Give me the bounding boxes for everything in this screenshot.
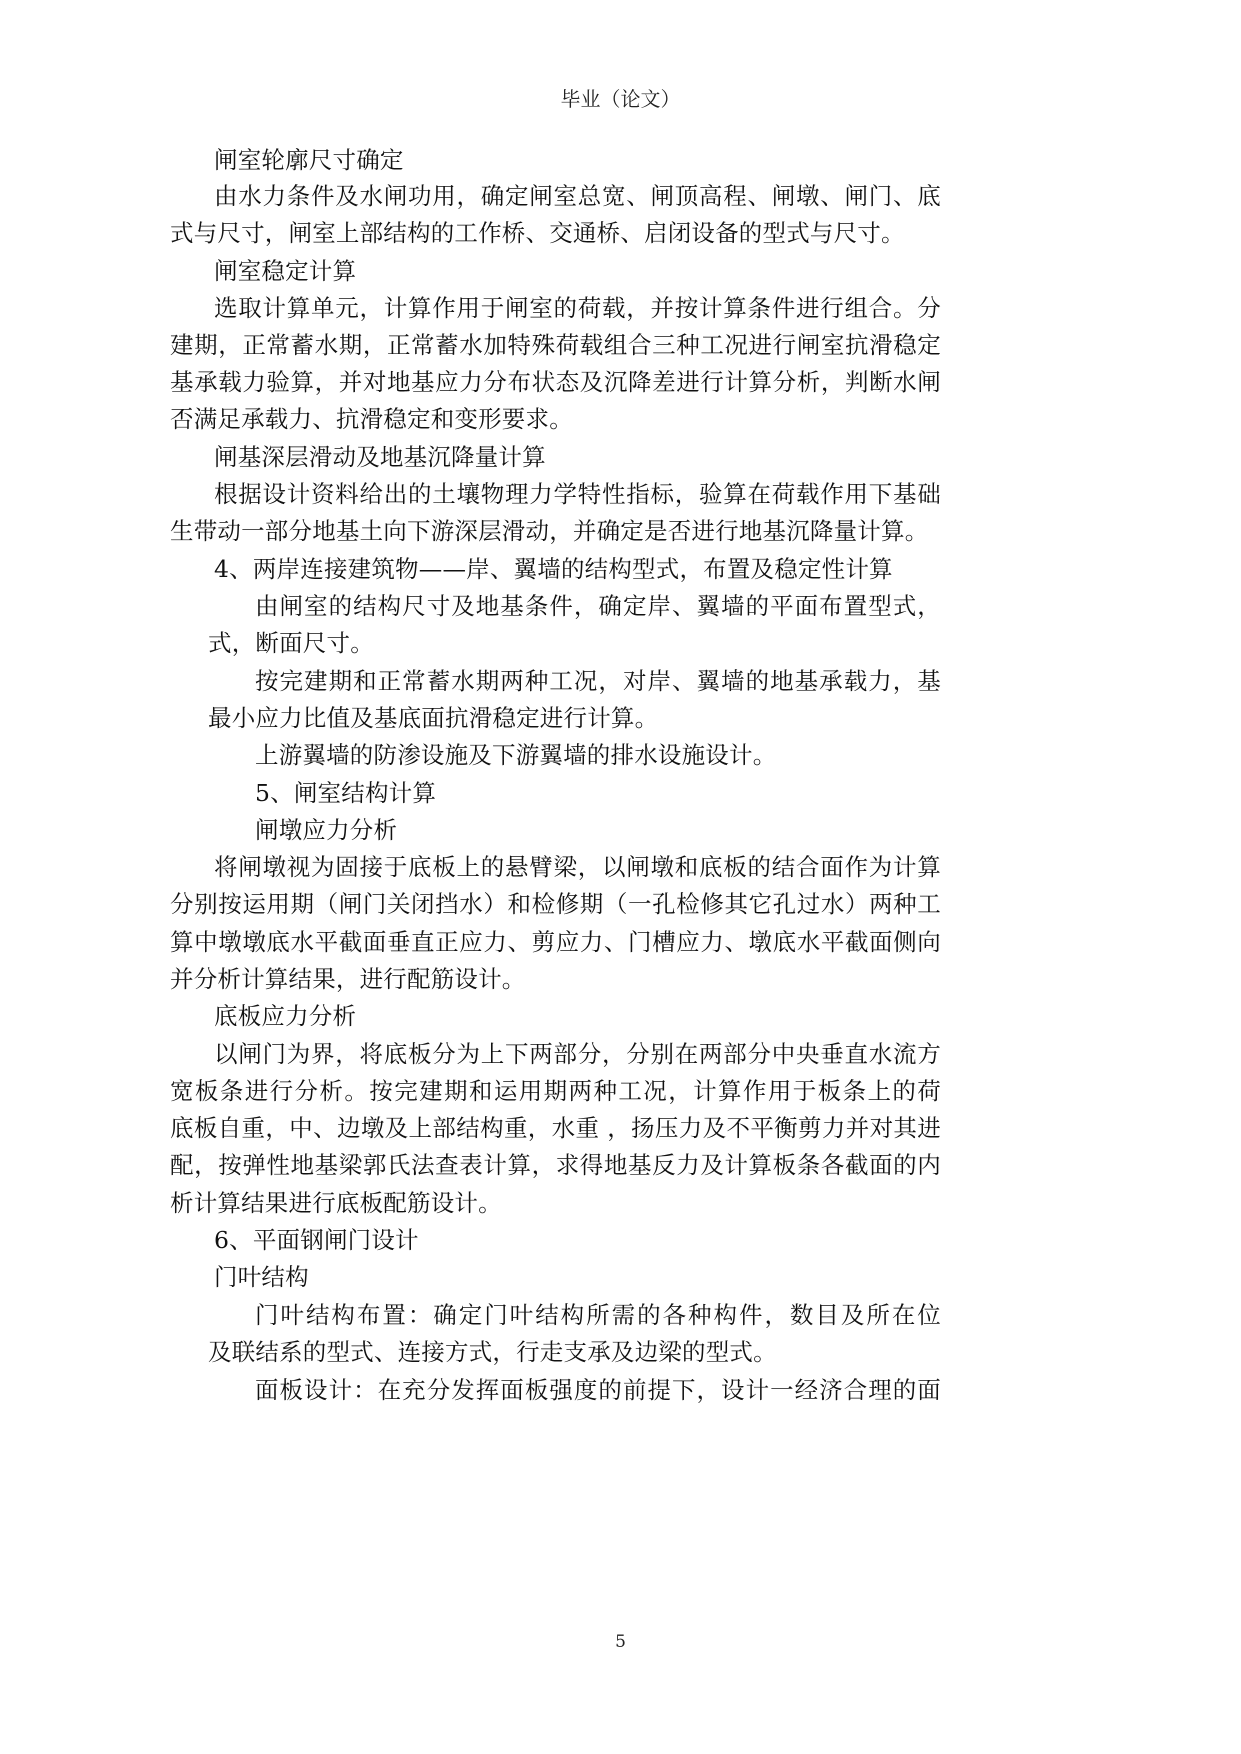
text-line: 最小应力比值及基底面抗滑稳定进行计算。	[208, 704, 659, 732]
text-line: 底板应力分析	[214, 1002, 357, 1030]
text-line: 4、两岸连接建筑物——岸、翼墙的结构型式，布置及稳定性计算	[214, 555, 893, 583]
text-line: 及联结系的型式、连接方式，行走支承及边梁的型式。	[208, 1338, 777, 1366]
text-line: 式与尺寸，闸室上部结构的工作桥、交通桥、启闭设备的型式与尺寸。	[170, 219, 905, 247]
text-line: 闸室轮廓尺寸确定	[214, 146, 404, 174]
text-line: 闸墩应力分析	[255, 816, 398, 844]
text-line: 门叶结构	[214, 1263, 309, 1291]
text-line: 根据设计资料给出的土壤物理力学特性指标，验算在荷载作用下基础	[214, 480, 941, 508]
text-line: 否满足承载力、抗滑稳定和变形要求。	[170, 405, 573, 433]
text-line: 5、闸室结构计算	[255, 779, 437, 807]
text-line: 分别按运用期（闸门关闭挡水）和检修期（一孔检修其它孔过水）两种工	[170, 890, 941, 918]
text-line: 基承载力验算，并对地基应力分布状态及沉降差进行计算分析，判断水闸	[170, 368, 941, 396]
text-line: 将闸墩视为固接于底板上的悬臂梁，以闸墩和底板的结合面作为计算	[214, 853, 941, 881]
text-line: 由水力条件及水闸功用，确定闸室总宽、闸顶高程、闸墩、闸门、底	[214, 182, 941, 210]
text-line: 并分析计算结果，进行配筋设计。	[170, 965, 526, 993]
text-line: 门叶结构布置：确定门叶结构所需的各种构件，数目及所在位	[255, 1301, 941, 1329]
text-line: 以闸门为界，将底板分为上下两部分，分别在两部分中央垂直水流方	[214, 1040, 941, 1068]
text-line: 底板自重，中、边墩及上部结构重，水重 ，扬压力及不平衡剪力并对其进	[170, 1114, 941, 1142]
text-line: 宽板条进行分析。按完建期和运用期两种工况，计算作用于板条上的荷	[170, 1077, 941, 1105]
page-number: 5	[615, 1632, 626, 1652]
text-line: 闸室稳定计算	[214, 257, 357, 285]
text-line: 配，按弹性地基梁郭氏法查表计算，求得地基反力及计算板条各截面的内	[170, 1151, 941, 1179]
text-line: 析计算结果进行底板配筋设计。	[170, 1189, 502, 1217]
text-line: 按完建期和正常蓄水期两种工况，对岸、翼墙的地基承载力，基	[255, 667, 941, 695]
text-line: 建期，正常蓄水期，正常蓄水加特殊荷载组合三种工况进行闸室抗滑稳定	[170, 331, 941, 359]
text-line: 生带动一部分地基土向下游深层滑动，并确定是否进行地基沉降量计算。	[170, 517, 929, 545]
text-line: 式，断面尺寸。	[208, 629, 374, 657]
text-line: 由闸室的结构尺寸及地基条件，确定岸、翼墙的平面布置型式，	[255, 592, 941, 620]
text-line: 闸基深层滑动及地基沉降量计算	[214, 443, 546, 471]
text-line: 上游翼墙的防渗设施及下游翼墙的排水设施设计。	[255, 741, 777, 769]
text-line: 算中墩墩底水平截面垂直正应力、剪应力、门槽应力、墩底水平截面侧向	[170, 928, 941, 956]
page-header: 毕业（论文）	[560, 87, 681, 111]
text-line: 6、平面钢闸门设计	[214, 1226, 419, 1254]
text-line: 面板设计：在充分发挥面板强度的前提下，设计一经济合理的面	[255, 1376, 941, 1404]
text-line: 选取计算单元，计算作用于闸室的荷载，并按计算条件进行组合。分	[214, 294, 941, 322]
